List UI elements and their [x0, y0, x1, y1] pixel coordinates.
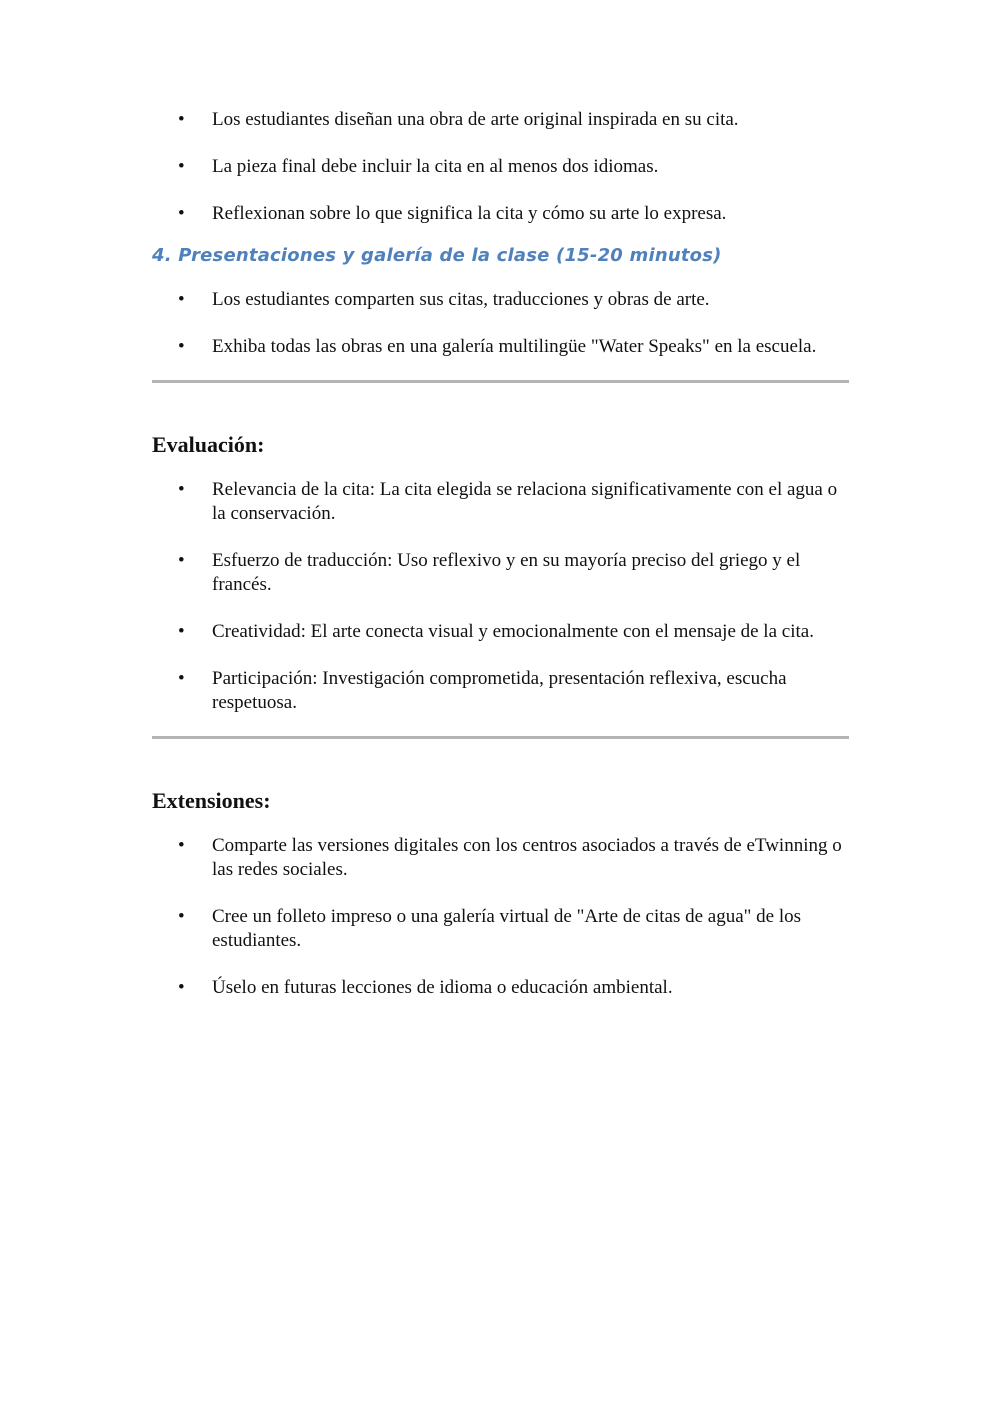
list-item-text: Los estudiantes comparten sus citas, traducciones y obras de arte. [212, 289, 710, 310]
step4-heading: 4. Presentaciones y galería de la clase (15-20 minutos) [152, 245, 722, 266]
bullet-icon: • [178, 109, 185, 130]
bullet-icon: • [178, 289, 185, 310]
evaluacion-bullet-list [152, 478, 849, 715]
bullet-icon: • [178, 906, 185, 927]
extensiones-heading: Extensiones: [152, 788, 271, 813]
list-item [152, 202, 849, 226]
list-item [152, 335, 849, 359]
list-item [152, 549, 849, 597]
document-page [152, 108, 849, 1000]
list-item-text: Creatividad: El arte conecta visual y emocionalmente con el mensaje de la cita. [212, 621, 814, 642]
list-item [152, 667, 849, 715]
list-item-text: Cree un folleto impreso o una galería virtual de "Arte de citas de agua" de los estudiantes. [212, 906, 801, 951]
bullet-icon: • [178, 835, 185, 856]
evaluacion-heading: Evaluación: [152, 432, 265, 457]
step4-bullet-list [152, 288, 849, 359]
section-divider [152, 380, 849, 383]
intro-bullet-list [152, 108, 849, 226]
list-item-text: Relevancia de la cita: La cita elegida se relaciona significativamente con el agua o la conservación. [212, 479, 838, 524]
section-divider [152, 736, 849, 739]
list-item [152, 834, 849, 882]
bullet-icon: • [178, 479, 185, 500]
list-item-text: Exhiba todas las obras en una galería multilingüe "Water Speaks" en la escuela. [212, 336, 817, 357]
bullet-icon: • [178, 621, 185, 642]
bullet-icon: • [178, 977, 185, 998]
list-item-text: Reflexionan sobre lo que significa la cita y cómo su arte lo expresa. [212, 203, 727, 224]
list-item-text: Esfuerzo de traducción: Uso reflexivo y en su mayoría preciso del griego y el francés. [212, 550, 801, 595]
list-item-text: Los estudiantes diseñan una obra de arte original inspirada en su cita. [212, 109, 739, 130]
list-item-text: Comparte las versiones digitales con los centros asociados a través de eTwinning o las redes sociales. [212, 835, 842, 880]
list-item [152, 976, 849, 1000]
bullet-icon: • [178, 156, 185, 177]
list-item-text: Participación: Investigación comprometida, presentación reflexiva, escucha respetuosa. [212, 668, 787, 713]
list-item [152, 155, 849, 179]
list-item [152, 905, 849, 953]
list-item-text: Úselo en futuras lecciones de idioma o educación ambiental. [212, 977, 673, 998]
bullet-icon: • [178, 550, 185, 571]
list-item [152, 108, 849, 132]
extensiones-bullet-list [152, 834, 849, 1000]
list-item [152, 478, 849, 526]
list-item-text: La pieza final debe incluir la cita en al menos dos idiomas. [212, 156, 659, 177]
bullet-icon: • [178, 668, 185, 689]
list-item [152, 288, 849, 312]
bullet-icon: • [178, 203, 185, 224]
bullet-icon: • [178, 336, 185, 357]
list-item [152, 620, 849, 644]
